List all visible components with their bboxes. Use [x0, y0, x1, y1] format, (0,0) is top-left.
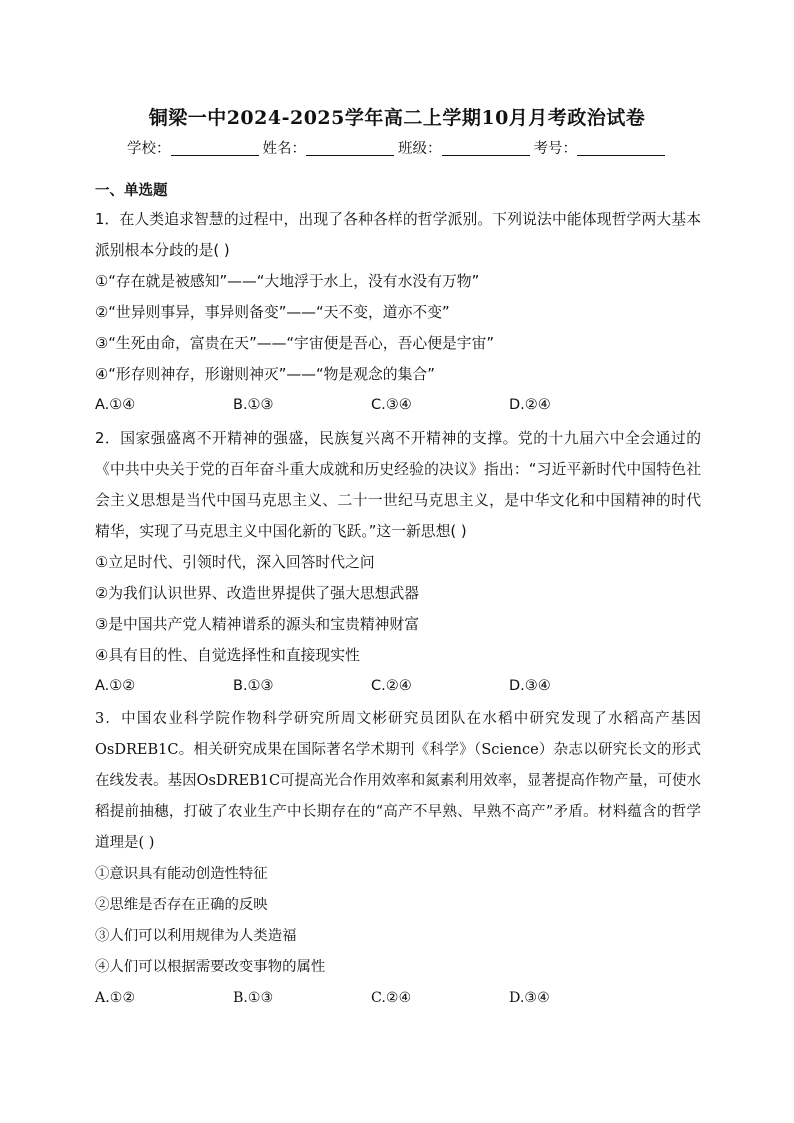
question-2 — [95, 423, 701, 702]
class-field — [398, 137, 532, 158]
school-blank — [171, 141, 259, 156]
answer-options — [95, 671, 701, 702]
option-a: A.①② — [95, 990, 136, 1006]
option-a: A.①② — [95, 678, 136, 694]
statement: ②为我们认识世界、改造世界提供了强大思想武器 — [95, 585, 420, 602]
class-label: 班级： — [398, 141, 442, 157]
school-label: 学校： — [127, 141, 171, 157]
statement: ④人们可以根据需要改变事物的属性 — [95, 959, 326, 975]
name-field — [263, 137, 397, 158]
statement: ①立足时代、引领时代，深入回答时代之问 — [95, 554, 375, 571]
name-label: 姓名： — [262, 141, 306, 157]
option-b: B.①③ — [233, 397, 274, 413]
name-blank — [306, 141, 394, 156]
option-d: D.③④ — [509, 678, 551, 694]
statement: ①“存在就是被感知”——“大地浮于水上，没有水没有万物” — [95, 273, 480, 290]
statement: ②“世异则事异，事异则备变”——“天不变，道亦不变” — [95, 304, 450, 321]
section-heading: 一、单选题 — [95, 183, 168, 199]
question-1 — [95, 204, 701, 421]
school-field — [127, 137, 261, 158]
statement: ①意识具有能动创造性特征 — [95, 866, 268, 882]
question-3 — [95, 704, 701, 1014]
answer-options — [95, 983, 701, 1014]
statement: ②思维是否存在正确的反映 — [95, 897, 268, 913]
statement: ③人们可以利用规律为人类造福 — [95, 928, 297, 944]
class-blank — [442, 141, 530, 156]
student-info-row — [0, 137, 794, 158]
statement: ③“生死由命，富贵在天”——“宇宙便是吾心，吾心便是宇宙” — [95, 335, 495, 352]
exam-number-field — [534, 137, 668, 158]
statement: ④“形存则神存，形谢则神灭”——“物是观念的集合” — [95, 366, 435, 383]
option-a: A.①④ — [95, 397, 136, 413]
option-c: C.③④ — [371, 397, 412, 413]
option-c: C.②④ — [371, 990, 412, 1006]
page-title: 铜梁一中2024-2025学年高二上学期10月月考政治试卷 — [148, 107, 646, 129]
exam-content — [95, 180, 701, 1014]
question-stem: 1．在人类追求智慧的过程中，出现了各种各样的哲学派别。下列说法中能体现哲学两大基本派别根本分歧的是( ) — [95, 211, 701, 259]
option-d: D.②④ — [509, 397, 551, 413]
statement: ③是中国共产党人精神谱系的源头和宝贵精神财富 — [95, 616, 420, 633]
statement: ④具有目的性、自觉选择性和直接现实性 — [95, 647, 360, 664]
question-stem: 3．中国农业科学院作物科学研究所周文彬研究员团队在水稻中研究发现了水稻高产基因OsDREB1C。相关研究成果在国际著名学术期刊《科学》（Science）杂志以研究长文的形式在线发表。基因OsDREB1C可提高光合作用效率和氮素利用效率，显著提高作物产量，可使水稻提前抽穗，打破了农业生产中长期存在的“高产不早熟、早熟不高产”矛盾。材料蕴含的哲学道理是( ) — [95, 711, 701, 851]
answer-options — [95, 390, 701, 421]
option-c: C.②④ — [371, 678, 412, 694]
exam-number-blank — [577, 141, 665, 156]
option-b: B.①③ — [233, 990, 274, 1006]
option-b: B.①③ — [233, 678, 274, 694]
option-d: D.③④ — [509, 990, 550, 1006]
exam-number-label: 考号： — [533, 141, 577, 157]
question-stem: 2．国家强盛离不开精神的强盛，民族复兴离不开精神的支撑。党的十九届六中全会通过的《中共中央关于党的百年奋斗重大成就和历史经验的决议》指出：“习近平新时代中国特色社会主义思想是当代中国马克思主义、二十一世纪马克思主义，是中华文化和中国精神的时代精华，实现了马克思主义中国化新的飞跃。”这一新思想( ) — [95, 430, 701, 540]
